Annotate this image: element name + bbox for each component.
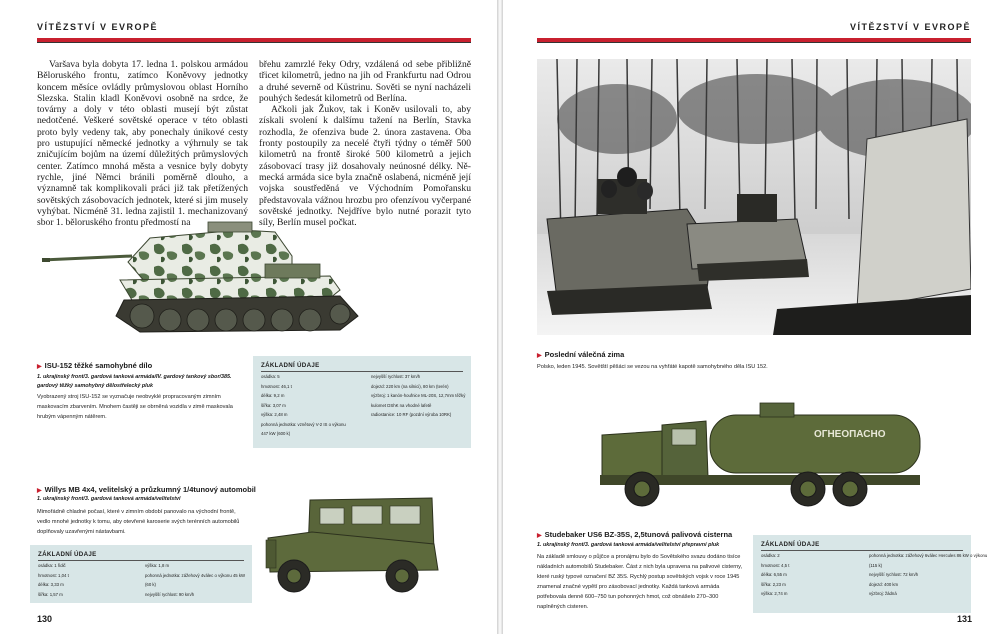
spec-line: pohonná jednotka: zážehový 4válec o výkonu 45 kW [145, 572, 246, 578]
spec-line: kulomet DShK na vhodné lafetě [371, 402, 432, 408]
spec-line: osádka: 5 [261, 374, 280, 379]
isu152-caption-title [37, 361, 152, 370]
caption-marker-icon: ▶ [37, 488, 42, 494]
specs-title: ZÁKLADNÍ ÚDAJE [38, 551, 97, 558]
caption-marker-icon: ▶ [37, 364, 42, 370]
spec-line: výška: 2,74 m [761, 591, 788, 596]
specs-right-column [869, 553, 987, 601]
spec-line: 447 kW (600 k) [261, 431, 291, 436]
body-column-2 [259, 59, 471, 228]
left-page [0, 0, 497, 634]
tank-lettering: ОГНЕОПАСНО [814, 429, 886, 440]
page-number-left: 130 [37, 614, 53, 624]
header-rule-right [537, 38, 971, 42]
spec-line: radiostanice: 10 RF (pozdní výroba 10RK) [371, 412, 452, 417]
spec-line: délka: 6,55 m [761, 572, 787, 577]
specs-title: ZÁKLADNÍ ÚDAJE [761, 541, 820, 548]
specs-title: ZÁKLADNÍ ÚDAJE [261, 362, 320, 369]
spec-line: výška: 1,8 m [145, 563, 170, 568]
page-number-right: 131 [957, 614, 973, 624]
caption-marker-icon: ▶ [537, 533, 542, 539]
isu152-caption-text: Vyobrazený stroj ISU-152 se vyznačuje neobvyklé propracovaným zimním maskovacím zbarvením. Mnohem častěji se obrněná vozidla v zimě maskovala hrubým vápenným nátěrem. [37, 394, 233, 420]
body-paragraph: Ačkoli jak Žukov, tak i Koněv usilovali to, aby získali svolení k dalšímu tažení na Berlín, Stavka rozhodla, že ofenziva bude 2. února zastavena. Oba fronty postoupily za necelé čtyři týdny o téměř 500 kilometrů na frontě široké 500 kilometrů a jejich zásobovací trasy již dosahovaly neúnosné délky. Německá armáda sice byla značně oslabená, nicméně její vojska soustředěná ve Východním Pomořansku představovala vážnou hrozbu pro ofenzívou vyčerpané sovětské jednotky. Nejdříve bylo nutné porazit tyto síly, Berlín musel počkat. [259, 104, 471, 229]
studebaker-specs-box [753, 535, 988, 613]
specs-right-column [145, 563, 245, 601]
spec-line: nejvyšší rychlost: 90 km/h [145, 591, 195, 597]
spec-line: výška: 2,48 m [261, 412, 288, 417]
specs-left-column [761, 553, 789, 601]
spec-line: osádka: 2 [761, 553, 780, 558]
spec-line: nejvyšší rychlost: 37 km/h [371, 374, 421, 379]
willys-illustration [262, 492, 442, 600]
isu152-specs-box [253, 356, 471, 448]
photo-caption-title [537, 350, 624, 359]
spec-line: dojezd: 220 km (na silnici), 80 km (terén) [371, 383, 449, 389]
caption-marker-icon: ▶ [537, 353, 542, 359]
body-column-1 [37, 59, 248, 228]
spec-line: délka: 3,33 m [38, 582, 64, 587]
isu152-title-text: ISU-152 těžké samohybné dílo [44, 361, 153, 370]
winter-photo [537, 59, 971, 335]
spec-line: (115 k) [869, 562, 883, 568]
running-header-right: VÍTĚZSTVÍ V EVROPĚ [849, 22, 971, 32]
spec-line: hmotnost: 1,04 t [38, 572, 69, 578]
photo-title-text: Poslední válečná zima [544, 350, 625, 359]
willys-specs-box [30, 545, 252, 603]
spec-line: (60 k) [145, 582, 156, 587]
spec-line: hmotnost: 4,5 t [761, 562, 790, 568]
running-header-left: VÍTĚZSTVÍ V EVROPĚ [37, 22, 159, 32]
photo-caption-text: Polsko, leden 1945. Sovětští pěšáci se vezou na vyhřáté kapotě samohybného děla ISU 152. [537, 364, 768, 370]
specs-rule [261, 371, 463, 372]
specs-rule [761, 550, 963, 551]
isu152-illustration [40, 220, 385, 345]
specs-right-column [371, 374, 465, 422]
spec-line: šířka: 3,07 m [261, 402, 286, 408]
spec-line: hmotnost: 46,1 t [261, 383, 292, 389]
spec-line: osádka: 1 řidič [38, 563, 66, 568]
willys-caption-text: Mimořádně chladné počasí, které v zimním období panovalo na východní frontě, vedlo mnohé jednotky k tomu, aby otevřené karoserie svých terénních automobilů doplňovaly uzavřenými nástavbami. [37, 509, 240, 535]
body-paragraph: břehu zamrzlé řeky Odry, vzdálená od sebe přibližně třicet kilometrů, jedno na jih od Frankfurtu nad Odrou a druhé severně od Küstrinu. Sověti se nyní nacházeli pouhých šedesát kilometrů od Berlína. [259, 59, 471, 104]
spec-line: dojezd: 400 km [869, 581, 899, 587]
spec-line: šířka: 1,57 m [38, 591, 63, 597]
spec-line: pohonná jednotka: vznětový V-2 IS o výkonu [261, 421, 346, 427]
spec-line: pohonná jednotka: zážehový 6válec Hercules 86 kW o výkonu [869, 553, 988, 558]
willys-caption-title [37, 485, 256, 494]
body-paragraph: Varšava byla dobyta 17. ledna 1. polskou armádou Běloruského frontu, zatímco Koněvovy jednotky koncem měsíce ovládly průmyslovou oblast Horního Slezska. Stalin kladl Koněvovi osobně na srdce, že továrny a doly v této oblasti musejí být zůstat nedotčené. Veškeré sovětské operace v této oblasti proto byly vedeny tak, aby ponechaly únikové cesty pro ustupující německé jednotky a výhrnuly se tak zničujícím bojům na území důležitých průmyslových center. Zatímco mnohá města a vesnice byly dobyty rychle, jiné Němci bránili poměrně dlouho, a významně tak komplikovali práci již tak přetížených sovětských zásobovacích jednotek, které si jim musely vyhýbat. Nicméně 31. ledna zajistil 1. mechanizovaný sbor 1. běloruského frontu předmostí na [37, 59, 248, 229]
studebaker-illustration [598, 395, 933, 515]
spec-line: šířka: 2,23 m [761, 581, 786, 587]
specs-left-column [38, 563, 69, 601]
spec-line: výzbroj: 1 kanón-houfnice ML-20S, 12,7mm těžký [371, 393, 466, 398]
willys-unit: 1. ukrajinský front/3. gardová tanková armáda/velitelství [37, 496, 181, 502]
specs-left-column [261, 374, 346, 441]
isu152-unit: 1. ukrajinský front/3. gardová tanková armáda/IV. gardový tankový sbor/385. gardový těžký samohybný dělostřelecký pluk [37, 374, 232, 389]
specs-rule [38, 560, 244, 561]
spec-line: délka: 9,2 m [261, 393, 285, 398]
studebaker-unit: 1. ukrajinský front/3. gardová tanková armáda/velitelství přepravní pluk [537, 542, 720, 548]
spec-line: výzbroj: žádná [869, 591, 897, 596]
header-rule-left [37, 38, 471, 42]
studebaker-caption-text: Na základě smlouvy o půjčce a pronájmu bylo do Sovětského svazu dodáno tisíce nákladních automobilů Studebaker. Část z nich byla upravena na palivové cisterny, které ruský typové označení BZ 35S. Rychlý postup sovětských vojsk v roce 1945 znamenal značné vypětí pro zásobovací jednotky. Každá tanková armáda potřebovala denně 600–750 tun pohonných hmot, což obnášelo 270–300 naplněných cisteren. [537, 554, 743, 610]
willys-title-text: Willys MB 4x4, velitelský a průzkumný 1/4tunový automobil [44, 485, 256, 494]
studebaker-caption-title [537, 530, 732, 539]
studebaker-title-text: Studebaker US6 BZ-35S, 2,5tunová palivová cisterna [544, 530, 733, 539]
spec-line: nejvyšší rychlost: 72 km/h [869, 572, 919, 577]
